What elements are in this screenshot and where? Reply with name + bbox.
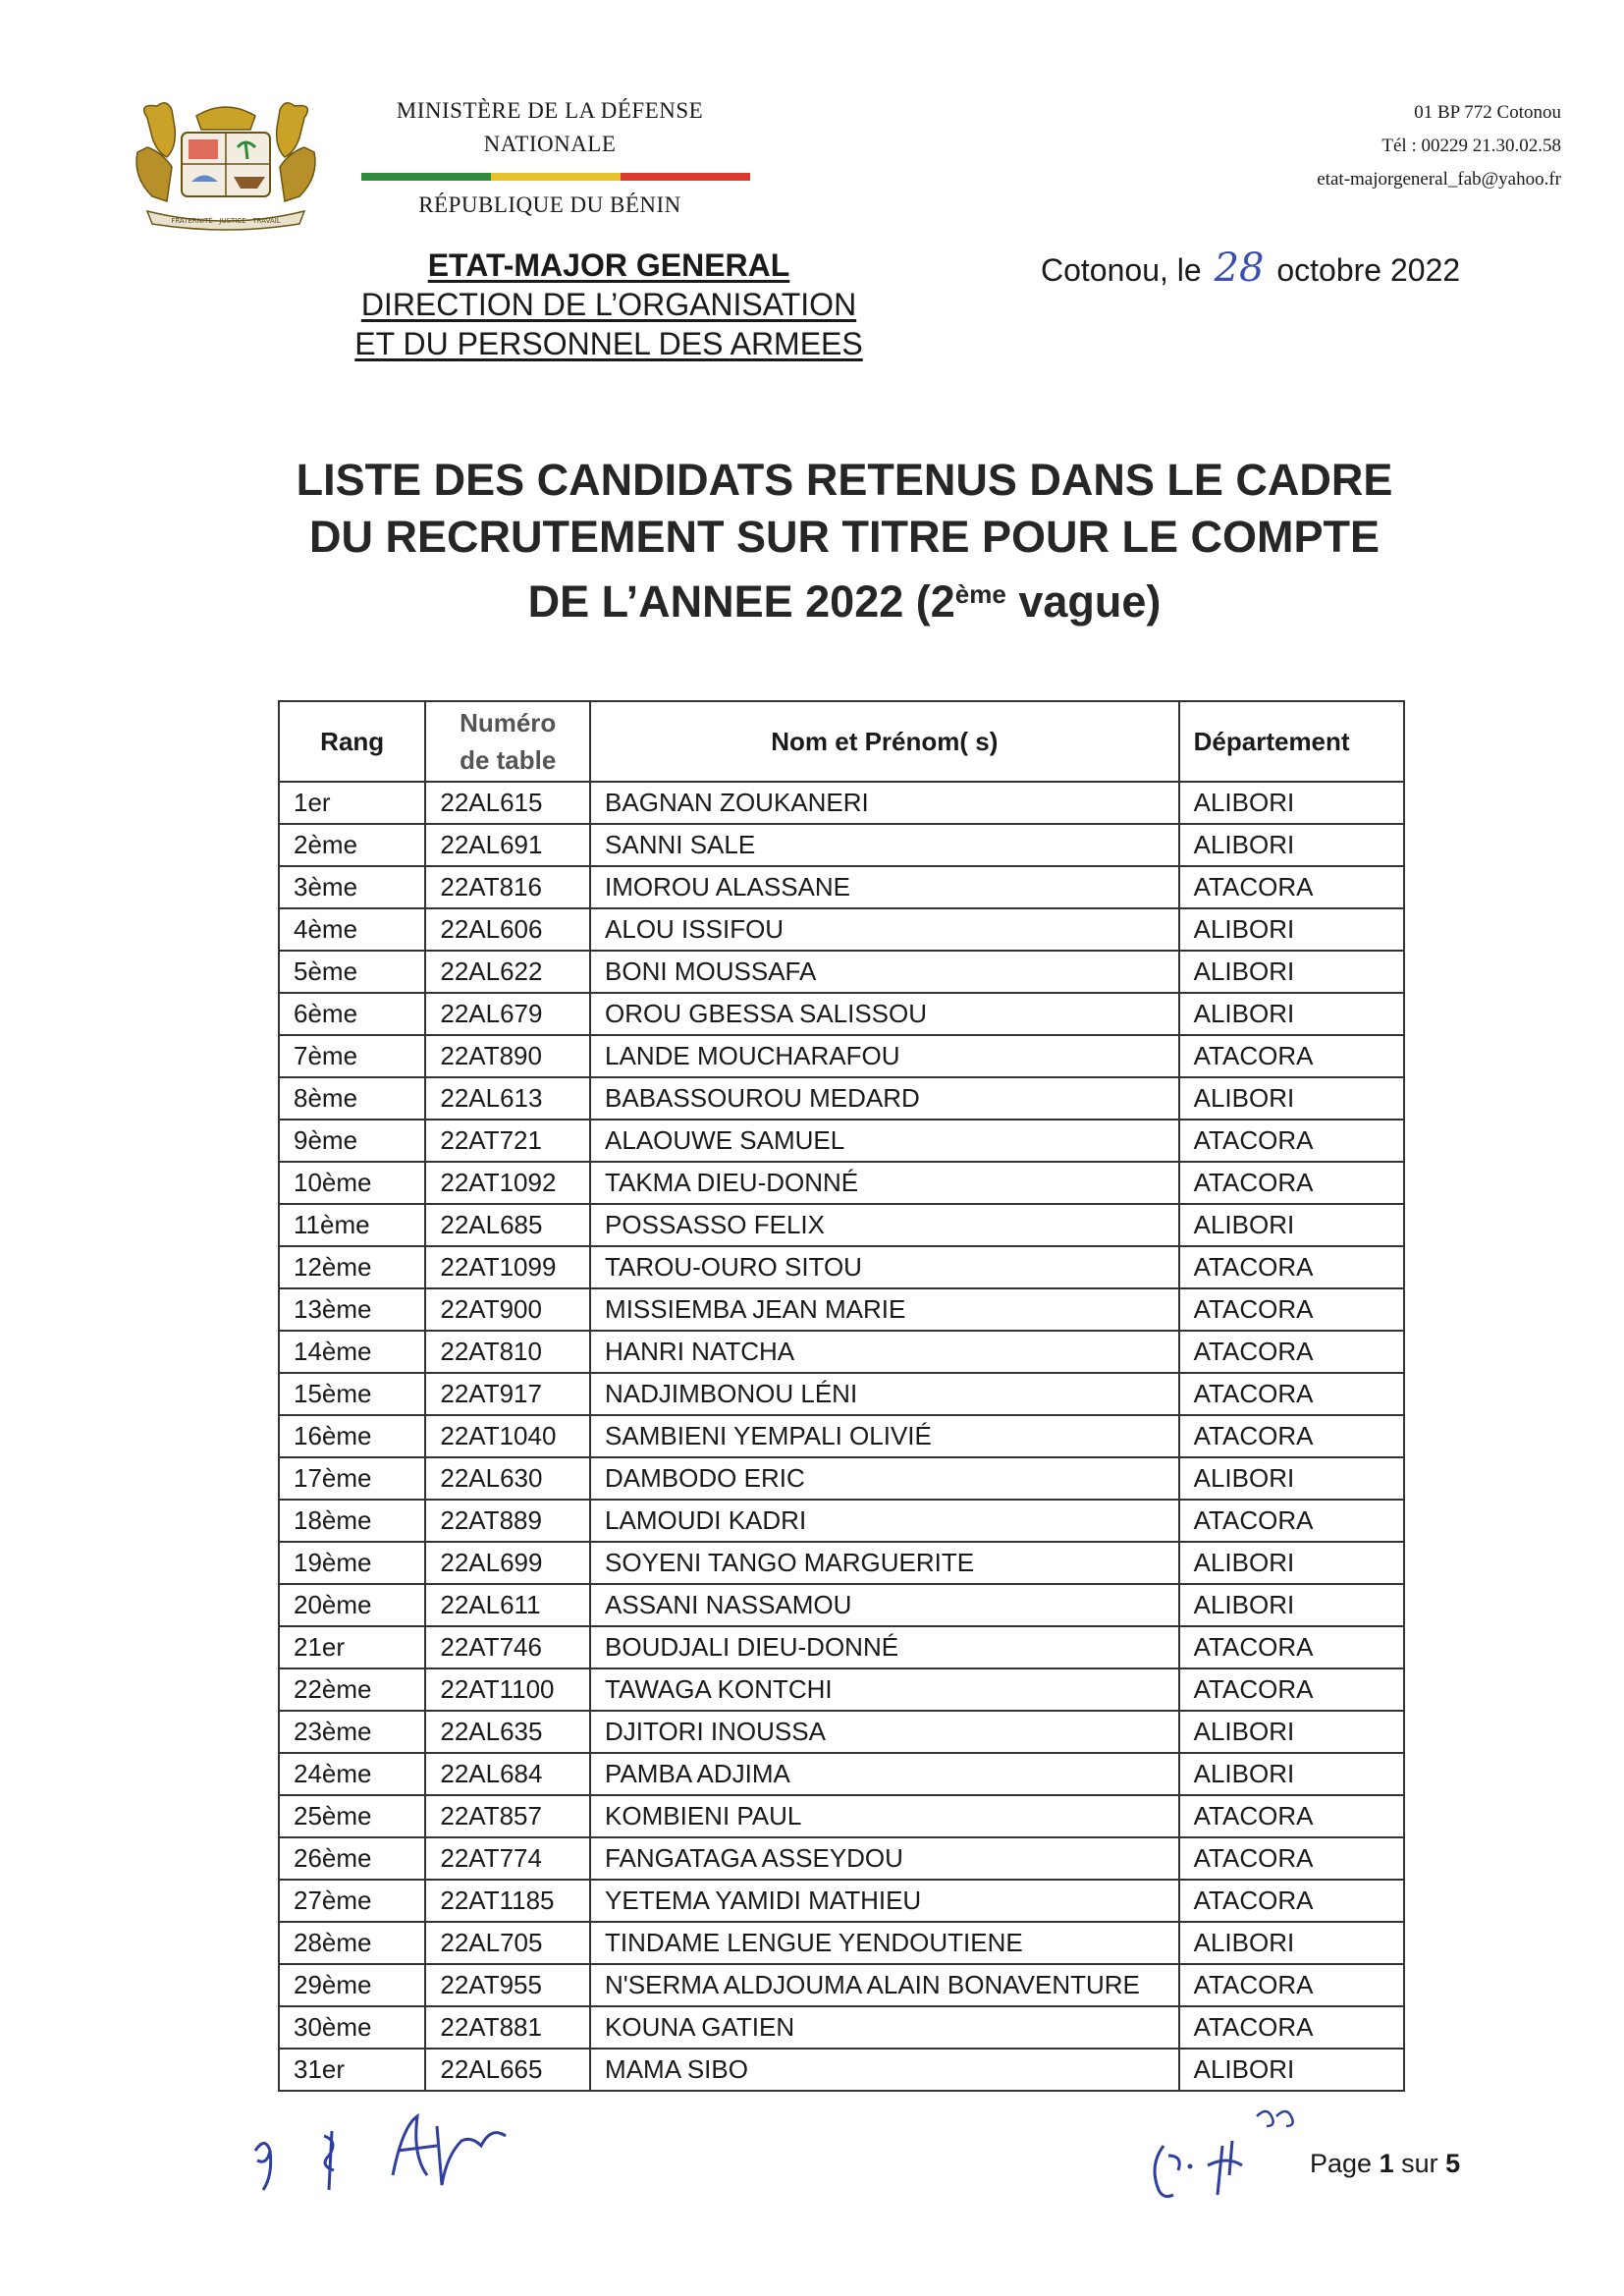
table-row [279, 1837, 1404, 1880]
cell-numero: 22AL684 [425, 1753, 590, 1795]
table-row [279, 1880, 1404, 1922]
cell-rang: 4ème [279, 908, 425, 951]
cell-rang: 23ème [279, 1711, 425, 1753]
cell-rang: 20ème [279, 1584, 425, 1626]
header-numero: Numéro de table [425, 701, 590, 782]
cell-numero: 22AT1040 [425, 1415, 590, 1457]
cell-numero: 22AL665 [425, 2049, 590, 2091]
cell-rang: 9ème [279, 1120, 425, 1162]
cell-departement: ALIBORI [1179, 1457, 1404, 1500]
cell-rang: 6ème [279, 993, 425, 1035]
cell-nom: SAMBIENI YEMPALI OLIVIÉ [590, 1415, 1179, 1457]
flag-red [621, 173, 750, 181]
cell-nom: YETEMA YAMIDI MATHIEU [590, 1880, 1179, 1922]
header-rang: Rang [279, 701, 425, 782]
cell-nom: TAWAGA KONTCHI [590, 1668, 1179, 1711]
cell-rang: 31er [279, 2049, 425, 2091]
cell-rang: 17ème [279, 1457, 425, 1500]
cell-rang: 30ème [279, 2006, 425, 2049]
cell-nom: TAROU-OURO SITOU [590, 1246, 1179, 1288]
cell-numero: 22AT857 [425, 1795, 590, 1837]
table-row [279, 1500, 1404, 1542]
table-row [279, 1373, 1404, 1415]
cell-rang: 12ème [279, 1246, 425, 1288]
cell-nom: ALAOUWE SAMUEL [590, 1120, 1179, 1162]
email: etat-majorgeneral_fab@yahoo.fr [1317, 169, 1561, 190]
handwritten-initials-right [1139, 2102, 1326, 2210]
cell-numero: 22AT721 [425, 1120, 590, 1162]
cell-numero: 22AT1092 [425, 1162, 590, 1204]
cell-numero: 22AT917 [425, 1373, 590, 1415]
table-row [279, 1795, 1404, 1837]
table-row [279, 908, 1404, 951]
ministry-line-2: NATIONALE [483, 132, 617, 156]
cell-nom: DAMBODO ERIC [590, 1457, 1179, 1500]
cell-departement: ATACORA [1179, 866, 1404, 908]
cell-rang: 10ème [279, 1162, 425, 1204]
cell-nom: KOUNA GATIEN [590, 2006, 1179, 2049]
table-header-row [279, 701, 1404, 782]
cell-rang: 1er [279, 782, 425, 824]
cell-departement: ALIBORI [1179, 824, 1404, 866]
date-line [1041, 246, 1460, 291]
cell-nom: TINDAME LENGUE YENDOUTIENE [590, 1922, 1179, 1964]
table-row [279, 1922, 1404, 1964]
table-row [279, 1246, 1404, 1288]
cell-numero: 22AL615 [425, 782, 590, 824]
table-row [279, 1120, 1404, 1162]
table-row [279, 1288, 1404, 1331]
cell-departement: ALIBORI [1179, 1077, 1404, 1120]
page-number: Page 1 sur 5 [1310, 2149, 1461, 2178]
table-row [279, 1204, 1404, 1246]
cell-numero: 22AL635 [425, 1711, 590, 1753]
cell-rang: 16ème [279, 1415, 425, 1457]
cell-rang: 25ème [279, 1795, 425, 1837]
table-row [279, 1162, 1404, 1204]
emg-title: ETAT-MAJOR GENERAL [427, 247, 790, 283]
coat-of-arms-logo [128, 98, 324, 231]
address: 01 BP 772 Cotonou [1414, 102, 1561, 123]
cell-nom: LAMOUDI KADRI [590, 1500, 1179, 1542]
cell-departement: ATACORA [1179, 1837, 1404, 1880]
cell-departement: ALIBORI [1179, 1584, 1404, 1626]
cell-nom: SANNI SALE [590, 824, 1179, 866]
cell-numero: 22AL685 [425, 1204, 590, 1246]
table-row [279, 1626, 1404, 1668]
cell-numero: 22AL679 [425, 993, 590, 1035]
table-row [279, 2049, 1404, 2091]
svg-text:FRATERNITÉ · JUSTICE · TRAVAIL: FRATERNITÉ · JUSTICE · TRAVAIL [171, 217, 281, 225]
cell-nom: IMOROU ALASSANE [590, 866, 1179, 908]
date-suffix: octobre 2022 [1276, 252, 1461, 288]
contact-block [1149, 96, 1561, 196]
cell-departement: ALIBORI [1179, 782, 1404, 824]
date-prefix: Cotonou, le [1041, 252, 1202, 288]
table-row [279, 1584, 1404, 1626]
cell-numero: 22AL606 [425, 908, 590, 951]
phone: Tél : 00229 21.30.02.58 [1381, 136, 1561, 156]
cell-departement: ATACORA [1179, 1162, 1404, 1204]
cell-nom: BONI MOUSSAFA [590, 951, 1179, 993]
cell-departement: ALIBORI [1179, 2049, 1404, 2091]
table-row [279, 1035, 1404, 1077]
cell-rang: 29ème [279, 1964, 425, 2006]
cell-departement: ATACORA [1179, 1035, 1404, 1077]
cell-departement: ATACORA [1179, 1668, 1404, 1711]
cell-numero: 22AT881 [425, 2006, 590, 2049]
table-row [279, 2006, 1404, 2049]
table-row [279, 1331, 1404, 1373]
cell-departement: ATACORA [1179, 1415, 1404, 1457]
cell-numero: 22AT1099 [425, 1246, 590, 1288]
cell-nom: LANDE MOUCHARAFOU [590, 1035, 1179, 1077]
flag-color-bar [361, 173, 750, 181]
cell-nom: MAMA SIBO [590, 2049, 1179, 2091]
header-departement: Département [1179, 701, 1404, 782]
cell-numero: 22AT1100 [425, 1668, 590, 1711]
ministry-line-1: MINISTÈRE DE LA DÉFENSE [396, 98, 704, 123]
cell-numero: 22AT900 [425, 1288, 590, 1331]
cell-nom: BOUDJALI DIEU-DONNÉ [590, 1626, 1179, 1668]
cell-numero: 22AT810 [425, 1331, 590, 1373]
cell-nom: PAMBA ADJIMA [590, 1753, 1179, 1795]
cell-numero: 22AL630 [425, 1457, 590, 1500]
cell-departement: ATACORA [1179, 1500, 1404, 1542]
cell-nom: POSSASSO FELIX [590, 1204, 1179, 1246]
cell-numero: 22AL699 [425, 1542, 590, 1584]
cell-numero: 22AT816 [425, 866, 590, 908]
cell-departement: ALIBORI [1179, 1753, 1404, 1795]
cell-numero: 22AT774 [425, 1837, 590, 1880]
cell-rang: 26ème [279, 1837, 425, 1880]
cell-numero: 22AL705 [425, 1922, 590, 1964]
cell-numero: 22AL622 [425, 951, 590, 993]
cell-nom: DJITORI INOUSSA [590, 1711, 1179, 1753]
cell-nom: OROU GBESSA SALISSOU [590, 993, 1179, 1035]
cell-nom: SOYENI TANGO MARGUERITE [590, 1542, 1179, 1584]
cell-rang: 5ème [279, 951, 425, 993]
cell-departement: ATACORA [1179, 1331, 1404, 1373]
direction-line-1: DIRECTION DE L’ORGANISATION [360, 287, 857, 322]
cell-rang: 21er [279, 1626, 425, 1668]
table-row [279, 1964, 1404, 2006]
table-row [279, 1457, 1404, 1500]
cell-departement: ALIBORI [1179, 993, 1404, 1035]
cell-nom: BABASSOUROU MEDARD [590, 1077, 1179, 1120]
direction-line-2: ET DU PERSONNEL DES ARMEES [354, 326, 863, 361]
cell-numero: 22AL613 [425, 1077, 590, 1120]
table-row [279, 951, 1404, 993]
cell-rang: 28ème [279, 1922, 425, 1964]
issuing-office [295, 246, 923, 363]
cell-rang: 2ème [279, 824, 425, 866]
table-row [279, 1077, 1404, 1120]
cell-nom: ASSANI NASSAMOU [590, 1584, 1179, 1626]
table-row [279, 1668, 1404, 1711]
date-day-handwritten: 28 [1214, 246, 1265, 291]
cell-rang: 11ème [279, 1204, 425, 1246]
cell-rang: 14ème [279, 1331, 425, 1373]
table-row [279, 866, 1404, 908]
cell-rang: 22ème [279, 1668, 425, 1711]
cell-numero: 22AT1185 [425, 1880, 590, 1922]
cell-rang: 8ème [279, 1077, 425, 1120]
table-row [279, 824, 1404, 866]
cell-nom: MISSIEMBA JEAN MARIE [590, 1288, 1179, 1331]
cell-numero: 22AT890 [425, 1035, 590, 1077]
cell-rang: 7ème [279, 1035, 425, 1077]
table-row [279, 1753, 1404, 1795]
table-row [279, 993, 1404, 1035]
table-row [279, 1711, 1404, 1753]
candidates-table [278, 700, 1405, 2092]
cell-nom: FANGATAGA ASSEYDOU [590, 1837, 1179, 1880]
header-nom: Nom et Prénom( s) [590, 701, 1179, 782]
flag-green [361, 173, 491, 181]
cell-departement: ATACORA [1179, 1795, 1404, 1837]
flag-yellow [491, 173, 621, 181]
cell-numero: 22AT889 [425, 1500, 590, 1542]
cell-rang: 13ème [279, 1288, 425, 1331]
cell-departement: ATACORA [1179, 1880, 1404, 1922]
cell-nom: KOMBIENI PAUL [590, 1795, 1179, 1837]
cell-departement: ALIBORI [1179, 908, 1404, 951]
cell-rang: 19ème [279, 1542, 425, 1584]
title-line-3: DE L’ANNEE 2022 (2ème vague) [527, 576, 1162, 627]
cell-numero: 22AT955 [425, 1964, 590, 2006]
cell-departement: ALIBORI [1179, 1542, 1404, 1584]
cell-rang: 24ème [279, 1753, 425, 1795]
table-row [279, 782, 1404, 824]
title-line-2: DU RECRUTEMENT SUR TITRE POUR LE COMPTE [308, 512, 1380, 562]
ministry-name [334, 94, 766, 161]
cell-departement: ATACORA [1179, 2006, 1404, 2049]
cell-departement: ATACORA [1179, 1373, 1404, 1415]
cell-departement: ATACORA [1179, 1964, 1404, 2006]
handwritten-initials-left [245, 2097, 560, 2205]
cell-nom: N'SERMA ALDJOUMA ALAIN BONAVENTURE [590, 1964, 1179, 2006]
cell-nom: BAGNAN ZOUKANERI [590, 782, 1179, 824]
cell-departement: ALIBORI [1179, 1711, 1404, 1753]
cell-rang: 15ème [279, 1373, 425, 1415]
cell-numero: 22AL691 [425, 824, 590, 866]
cell-nom: HANRI NATCHA [590, 1331, 1179, 1373]
cell-numero: 22AT746 [425, 1626, 590, 1668]
cell-rang: 3ème [279, 866, 425, 908]
cell-departement: ATACORA [1179, 1120, 1404, 1162]
republic-name: RÉPUBLIQUE DU BÉNIN [418, 192, 681, 217]
cell-nom: NADJIMBONOU LÉNI [590, 1373, 1179, 1415]
table-row [279, 1542, 1404, 1584]
table-row [279, 1415, 1404, 1457]
cell-departement: ATACORA [1179, 1246, 1404, 1288]
title-line-1: LISTE DES CANDIDATS RETENUS DANS LE CADRE [296, 455, 1393, 505]
cell-departement: ATACORA [1179, 1288, 1404, 1331]
cell-nom: ALOU ISSIFOU [590, 908, 1179, 951]
cell-rang: 27ème [279, 1880, 425, 1922]
cell-departement: ALIBORI [1179, 1922, 1404, 1964]
document-title [196, 452, 1492, 630]
cell-departement: ALIBORI [1179, 951, 1404, 993]
cell-departement: ATACORA [1179, 1626, 1404, 1668]
cell-nom: TAKMA DIEU-DONNÉ [590, 1162, 1179, 1204]
cell-rang: 18ème [279, 1500, 425, 1542]
cell-numero: 22AL611 [425, 1584, 590, 1626]
cell-departement: ALIBORI [1179, 1204, 1404, 1246]
